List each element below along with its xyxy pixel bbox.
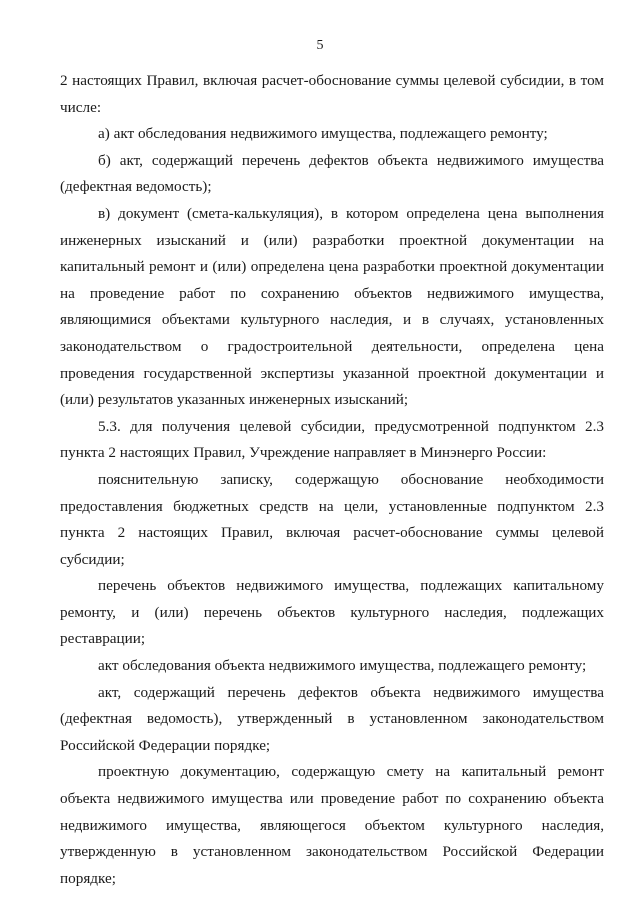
page-number: 5 bbox=[316, 38, 324, 53]
paragraph-item-v: в) документ (смета-калькуляция), в котором определена цена выполнения инженерных изысканий и (или) разработки проектной документации на капитальный ремонт и (или) определена цена разработки проектной документации на проведение работ по сохранению объектов недвижимого имущества, являющимися объектами культурного наследия, и в случаях, установленных законодательством о градостроительной деятельности, определена цена проведения государственной экспертизы указанной проектной документации и (или) результатов указанных инженерных изысканий; bbox=[60, 204, 604, 409]
paragraph-object-list: перечень объектов недвижимого имущества, подлежащих капитальному ремонту, и (или) перечень объектов культурного наследия, подлежащих реставрации; bbox=[60, 577, 604, 648]
paragraph-item-a: а) акт обследования недвижимого имущества, подлежащего ремонту; bbox=[98, 125, 548, 143]
paragraph-item-b: б) акт, содержащий перечень дефектов объекта недвижимого имущества (дефектная ведомость); bbox=[60, 151, 604, 196]
paragraph-clause-5-3: 5.3. для получения целевой субсидии, предусмотренной подпунктом 2.3 пункта 2 настоящих Правил, Учреждение направляет в Минэнерго России: bbox=[60, 417, 604, 462]
paragraph-project-documentation: проектную документацию, содержащую смету на капитальный ремонт объекта недвижимого имущества или проведение работ по сохранению объекта недвижимого имущества, являющегося объектом культурного наследия, утвержденную в установленном законодательством Российской Федерации порядке; bbox=[60, 763, 604, 887]
paragraph-intro: 2 настоящих Правил, включая расчет-обоснование суммы целевой субсидии, в том числе: bbox=[60, 72, 604, 116]
paragraph-explanatory-note: пояснительную записку, содержащую обоснование необходимости предоставления бюджетных средств на цели, установленные подпунктом 2.3 пункта 2 настоящих Правил, включая расчет-обоснование суммы целевой субсидии; bbox=[60, 470, 604, 568]
paragraph-defect-act: акт, содержащий перечень дефектов объекта недвижимого имущества (дефектная ведомость), утвержденный в установленном законодательством Российской Федерации порядке; bbox=[60, 683, 604, 754]
document-body bbox=[60, 68, 604, 892]
paragraph-inspection-act: акт обследования объекта недвижимого имущества, подлежащего ремонту; bbox=[98, 657, 587, 675]
